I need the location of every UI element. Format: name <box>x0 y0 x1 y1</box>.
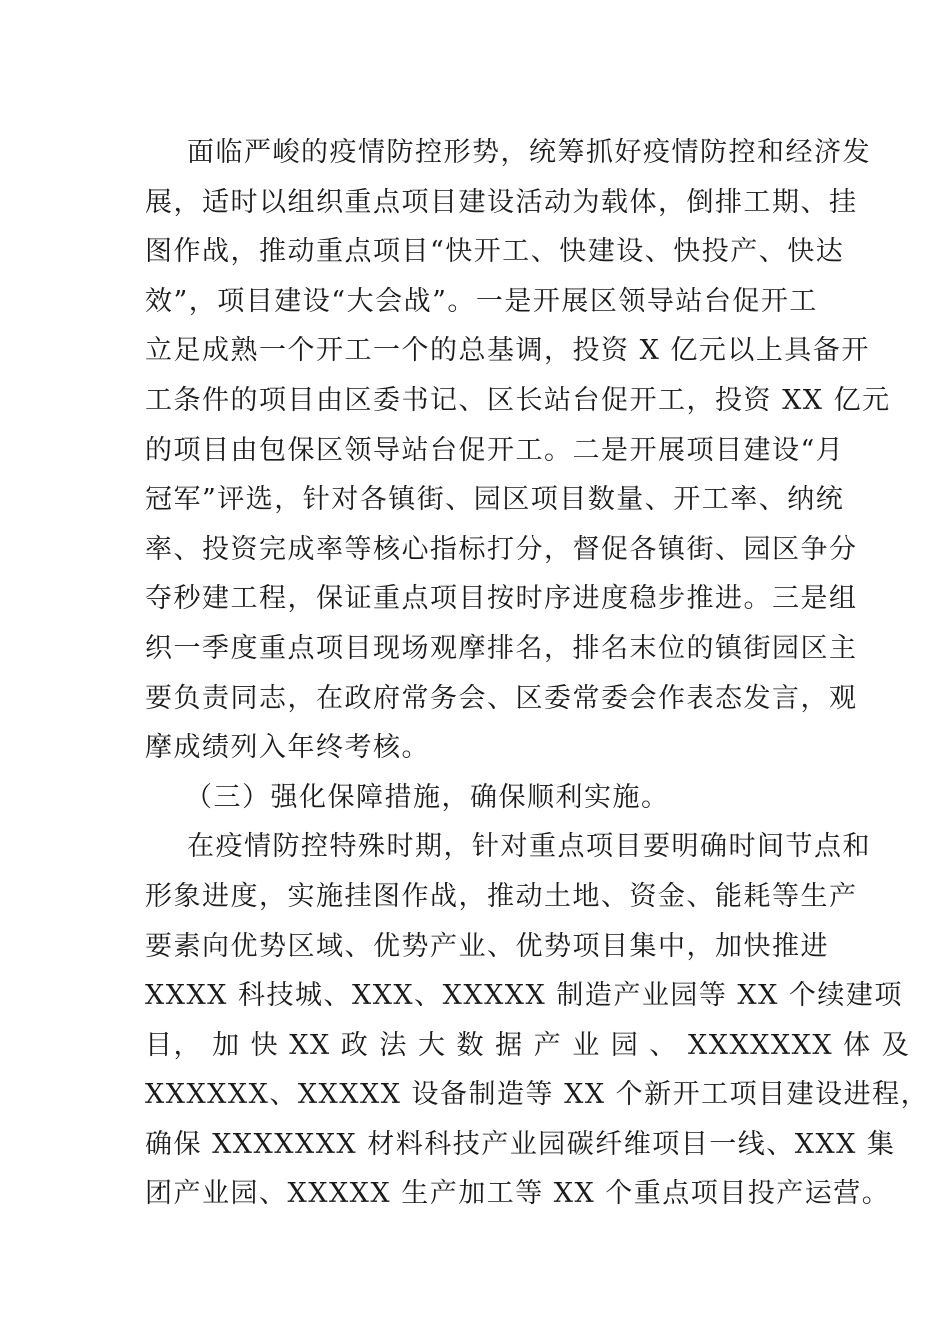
document-body <box>145 128 930 1219</box>
paragraph-2-line: 要素向优势区域、优势产业、优势项目集中，加快推进 <box>145 930 829 962</box>
paragraph-2-line: XXXX 科技城、XXX、XXXXX 制造产业园等 XX 个续建项 <box>145 980 903 1012</box>
section-heading: （三）强化保障措施，确保顺利实施。 <box>185 781 670 813</box>
paragraph-1-line: 图作战，推动重点项目“快开工、快建设、快投产、快达 <box>145 236 845 268</box>
paragraph-1-line: 夺秒建工程，保证重点项目按时序进度稳步推进。三是组 <box>145 583 858 615</box>
paragraph-1-line: 面临严峻的疫情防控形势，统筹抓好疫情防控和经济发 <box>187 137 871 168</box>
paragraph-1-line: 展，适时以组织重点项目建设活动为载体，倒排工期、挂 <box>145 186 858 218</box>
paragraph-1-line: 率、投资完成率等核心指标打分，督促各镇街、园区争分 <box>145 533 858 565</box>
paragraph-1-line: 织一季度重点项目现场观摩排名，排名末位的镇街园区主 <box>145 632 858 664</box>
paragraph-1-line: 效”，项目建设“大会战”。一是开展区领导站台促开工 <box>145 285 818 317</box>
paragraph-1-line: 摩成绩列入年终考核。 <box>145 732 430 764</box>
paragraph-1-line: 的项目由包保区领导站台促开工。二是开展项目建设“月 <box>145 434 845 466</box>
paragraph-1-line: 工条件的项目由区委书记、区长站台促开工，投资 XX 亿元 <box>145 384 891 416</box>
paragraph-1-line: 立足成熟一个开工一个的总基调，投资 X 亿元以上具备开 <box>145 335 870 367</box>
paragraph-2-line: 在疫情防控特殊时期，针对重点项目要明确时间节点和 <box>187 831 871 863</box>
paragraph-2-line: 确保 XXXXXXX 材料科技产业园碳纤维项目一线、XXX 集 <box>145 1128 896 1160</box>
paragraph-2-line: 团产业园、XXXXX 生产加工等 XX 个重点项目投产运营。 <box>145 1178 891 1210</box>
paragraph-1-line: 冠军”评选，针对各镇街、园区项目数量、开工率、纳统 <box>145 484 845 516</box>
paragraph-2-line: 形象进度，实施挂图作战，推动土地、资金、能耗等生产 <box>145 880 858 912</box>
paragraph-2-line: 目， 加 快 XX 政 法 大 数 据 产 业 园 、 XXXXXXX 体 及 <box>145 1029 911 1061</box>
paragraph-2-line: XXXXXX、XXXXX 设备制造等 XX 个新开工项目建设进程， <box>145 1079 930 1111</box>
paragraph-1-line: 要负责同志，在政府常务会、区委常委会作表态发言，观 <box>145 682 858 714</box>
